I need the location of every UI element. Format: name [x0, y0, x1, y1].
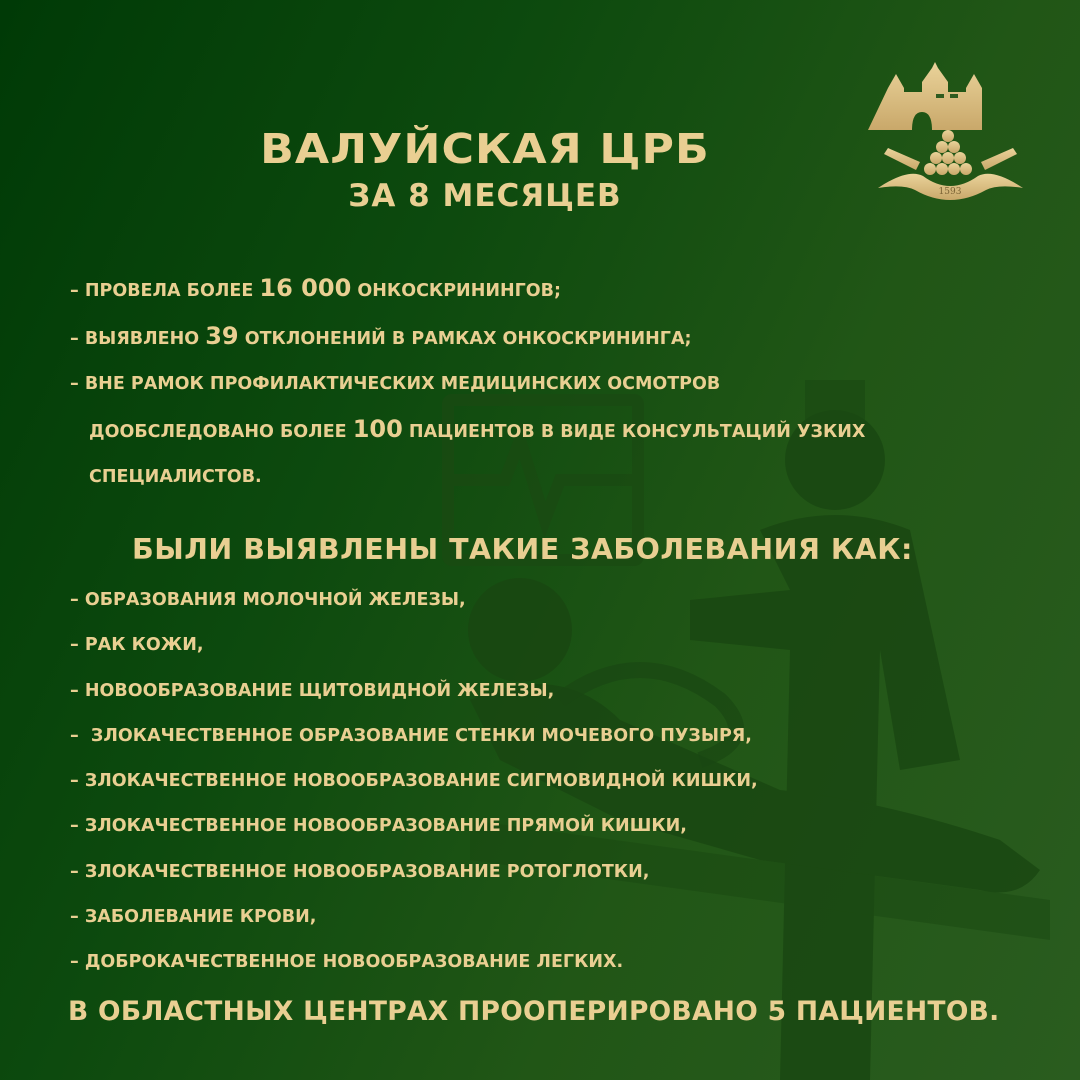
list-item: – ЗАБОЛЕВАНИЕ КРОВИ,: [70, 907, 317, 928]
diseases-section-title: БЫЛИ ВЫЯВЛЕНЫ ТАКИЕ ЗАБОЛЕВАНИЯ КАК:: [132, 533, 913, 566]
page-title: ВАЛУЙСКАЯ ЦРБ: [260, 125, 710, 173]
list-item: – ЗЛОКАЧЕСТВЕННОЕ НОВООБРАЗОВАНИЕ РОТОГЛОТКИ,: [70, 861, 650, 882]
list-item: – ЗЛОКАЧЕСТВЕННОЕ НОВООБРАЗОВАНИЕ СИГМОВИДНОЙ КИШКИ,: [70, 771, 758, 792]
list-item: – ДОБРОКАЧЕСТВЕННОЕ НОВООБРАЗОВАНИЕ ЛЕГКИХ.: [70, 952, 624, 973]
logo-year: 1593: [938, 187, 962, 197]
fortress-icon: [868, 62, 982, 130]
page-subtitle: ЗА 8 МЕСЯЦЕВ: [348, 178, 622, 214]
stat-deviations: – ВЫЯВЛЕНО 39 ОТКЛОНЕНИЙ В РАМКАХ ОНКОСКРИНИНГА;: [70, 322, 692, 350]
stat-extra-exams: – ВНЕ РАМОК ПРОФИЛАКТИЧЕСКИХ МЕДИЦИНСКИХ ОСМОТРОВ: [70, 374, 721, 394]
list-item: – ЗЛОКАЧЕСТВЕННОЕ ОБРАЗОВАНИЕ СТЕНКИ МОЧЕВОГО ПУЗЫРЯ,: [70, 725, 752, 746]
list-item: – ЗЛОКАЧЕСТВЕННОЕ НОВООБРАЗОВАНИЕ ПРЯМОЙ КИШКИ,: [70, 816, 687, 837]
stat-number: 100: [352, 415, 403, 443]
stat-oncoscreenings: – ПРОВЕЛА БОЛЕЕ 16 000 ОНКОСКРИНИНГОВ;: [70, 274, 561, 302]
header: [0, 124, 970, 216]
stat-extra-exams-end: СПЕЦИАЛИСТОВ.: [89, 467, 262, 487]
stat-number: 16 000: [259, 274, 352, 302]
footer-summary: В ОБЛАСТНЫХ ЦЕНТРАХ ПРООПЕРИРОВАНО 5 ПАЦИЕНТОВ.: [68, 996, 1000, 1027]
stat-number: 39: [205, 322, 239, 350]
list-item: – НОВООБРАЗОВАНИЕ ЩИТОВИДНОЙ ЖЕЛЕЗЫ,: [70, 680, 555, 701]
list-item: – РАК КОЖИ,: [70, 635, 204, 656]
diseases-list: [70, 578, 970, 986]
stats-list: [70, 266, 990, 500]
list-item: – ОБРАЗОВАНИЯ МОЛОЧНОЙ ЖЕЛЕЗЫ,: [70, 590, 466, 610]
stat-extra-exams-cont: ДООБСЛЕДОВАНО БОЛЕЕ 100 ПАЦИЕНТОВ В ВИДЕ КОНСУЛЬТАЦИЙ УЗКИХ: [89, 415, 866, 443]
